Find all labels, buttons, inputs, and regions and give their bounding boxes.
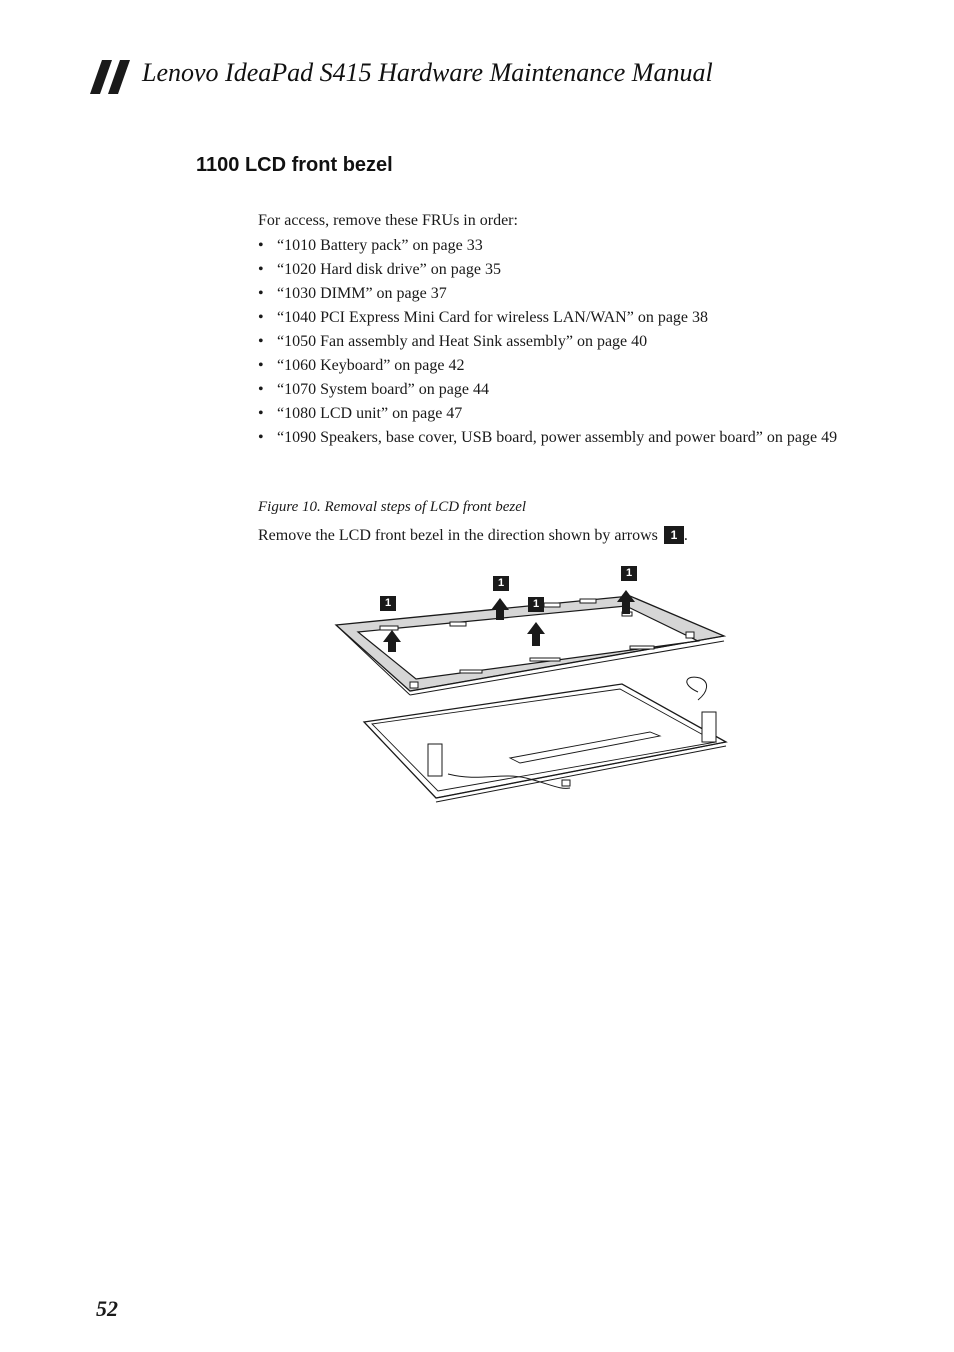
step-badge: 1 [664,526,684,544]
step-callout: 1 [493,576,509,591]
antenna-cable [687,677,707,700]
fru-link[interactable]: “1020 Hard disk drive” on page 35 [277,261,501,278]
hinge-right [702,712,716,742]
fru-list [258,235,858,451]
list-item: • “1070 System board” on page 44 [258,381,489,398]
fru-link[interactable]: “1090 Speakers, base cover, USB board, power assembly and power board” on page 49 [277,429,838,446]
list-item: • “1030 DIMM” on page 37 [258,285,447,302]
instruction-label: Remove the LCD front bezel in the direction shown by arrows [258,527,658,544]
list-item: • “1090 Speakers, base cover, USB board, power assembly and power board” on page 49 [258,429,838,446]
step-callout: 1 [528,597,544,612]
figure-caption: Figure 10. Removal steps of LCD front bezel [258,499,527,515]
hinge-left [428,744,442,776]
fru-link[interactable]: “1060 Keyboard” on page 42 [277,357,465,374]
list-item: • “1040 PCI Express Mini Card for wireless LAN/WAN” on page 38 [258,309,709,326]
manual-title: Lenovo IdeaPad S415 Hardware Maintenance Manual [142,58,713,87]
page-number: 52 [96,1296,118,1321]
fru-link[interactable]: “1050 Fan assembly and Heat Sink assembly” on page 40 [277,333,648,350]
step-callout: 1 [380,596,396,611]
instruction-text [258,526,688,545]
list-item: • “1060 Keyboard” on page 42 [258,357,465,374]
instruction-end: . [683,527,688,544]
list-item: • “1080 LCD unit” on page 47 [258,405,463,422]
fru-link[interactable]: “1070 System board” on page 44 [277,381,489,398]
bezel-removal-figure [330,562,730,804]
fru-link[interactable]: “1010 Battery pack” on page 33 [277,237,483,254]
list-item: • “1050 Fan assembly and Heat Sink assembly” on page 40 [258,333,648,350]
section-title: 1100 LCD front bezel [196,154,393,176]
list-item: • “1020 Hard disk drive” on page 35 [258,261,501,278]
list-item: • “1010 Battery pack” on page 33 [258,237,483,254]
fru-link[interactable]: “1030 DIMM” on page 37 [277,285,447,302]
header-logo-icon [90,60,136,94]
fru-link[interactable]: “1080 LCD unit” on page 47 [277,405,463,422]
step-callout: 1 [621,566,637,581]
fru-link[interactable]: “1040 PCI Express Mini Card for wireless LAN/WAN” on page 38 [277,309,709,326]
intro-text: For access, remove these FRUs in order: [258,212,518,229]
